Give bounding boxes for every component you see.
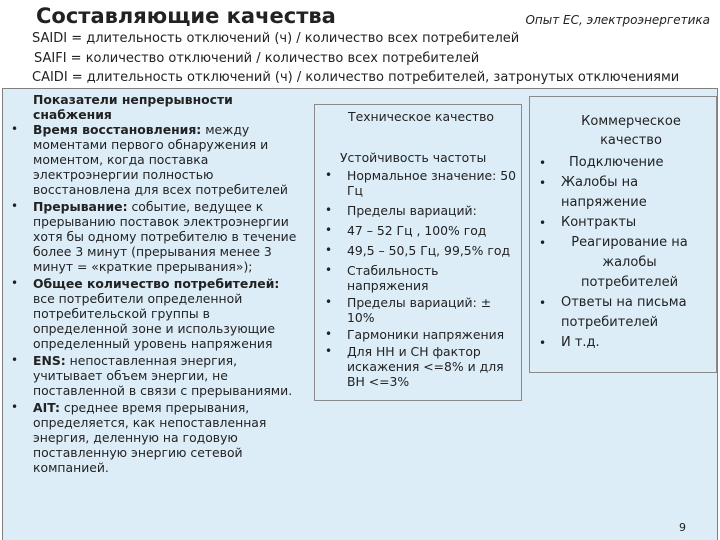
term-text: все потребители определенной потребительской группы в определенной зоне и использующие определенный уровень напряжения bbox=[33, 291, 275, 351]
continuity-item bbox=[33, 276, 305, 351]
commercial-item: • Реагирование на жалобы потребителей bbox=[561, 233, 692, 293]
commercial-item: • Контракты bbox=[561, 213, 711, 233]
saidi-formula: SAIDI = длительность отключений (ч) / количество всех потребителей bbox=[32, 31, 520, 46]
slide-title: Составляющие качества bbox=[36, 4, 336, 28]
commercial-heading: Коммерческое качество bbox=[581, 114, 681, 148]
commercial-item: • И т.д. bbox=[561, 333, 711, 353]
technical-column bbox=[340, 109, 517, 389]
technical-item: • Стабильность напряжения bbox=[347, 263, 517, 293]
technical-heading: Техническое качество bbox=[348, 109, 494, 124]
frequency-heading: Устойчивость частоты bbox=[340, 150, 487, 165]
technical-item: • Гармоники напряжения bbox=[347, 327, 517, 342]
source-note: Опыт ЕС, электроэнергетика bbox=[525, 13, 710, 27]
technical-item: • Для НН и СН фактор искажения <=8% и для ВН <=3% bbox=[347, 344, 507, 389]
term-text: среднее время прерывания, определяется, как непоставленная энергия, деленную на годовую поставленную энергию сетевой компанией. bbox=[33, 400, 267, 475]
continuity-item bbox=[33, 199, 305, 274]
commercial-column bbox=[561, 112, 711, 353]
term-label: Время восстановления: bbox=[33, 122, 202, 137]
technical-item: • 47 – 52 Гц , 100% год bbox=[347, 223, 517, 238]
continuity-heading: Показатели непрерывности снабжения bbox=[33, 92, 233, 122]
continuity-item bbox=[33, 122, 305, 197]
commercial-item: • Подключение bbox=[561, 153, 711, 173]
commercial-item: • Жалобы на напряжение bbox=[561, 173, 671, 213]
term-label: Общее количество потребителей: bbox=[33, 276, 280, 291]
technical-item: • Пределы вариаций: bbox=[347, 203, 517, 218]
continuity-item bbox=[33, 400, 305, 475]
term-text: между моментами первого обнаружения и моментом, когда поставка электроэнергии полностью восстановлена для всех потребителей bbox=[33, 122, 288, 197]
saifi-formula: SAIFI = количество отключений / количество всех потребителей bbox=[34, 51, 480, 66]
technical-item: • Нормальное значение: 50 Гц bbox=[347, 168, 517, 198]
continuity-column bbox=[33, 92, 305, 475]
technical-item: • 49,5 – 50,5 Гц, 99,5% год bbox=[347, 243, 517, 258]
term-label: Прерывание: bbox=[33, 199, 128, 214]
term-label: AIT: bbox=[33, 400, 60, 415]
term-label: ENS: bbox=[33, 353, 66, 368]
page-number: 9 bbox=[679, 521, 686, 534]
commercial-item: • Ответы на письма потребителей bbox=[561, 293, 691, 333]
caidi-formula: CAIDI = длительность отключений (ч) / количество потребителей, затронутых отключениями bbox=[32, 70, 680, 85]
term-text: событие, ведущее к прерыванию поставок электроэнергии хотя бы одному потребителю в течение более 3 минут (прерывания менее 3 минут = «краткие прерывания»); bbox=[33, 199, 297, 274]
continuity-item bbox=[33, 353, 305, 398]
technical-item: • Пределы вариаций: ± 10% bbox=[347, 295, 497, 325]
term-text: непоставленная энергия, учитывает объем энергии, не поставленной в связи с прерываниями. bbox=[33, 353, 293, 398]
